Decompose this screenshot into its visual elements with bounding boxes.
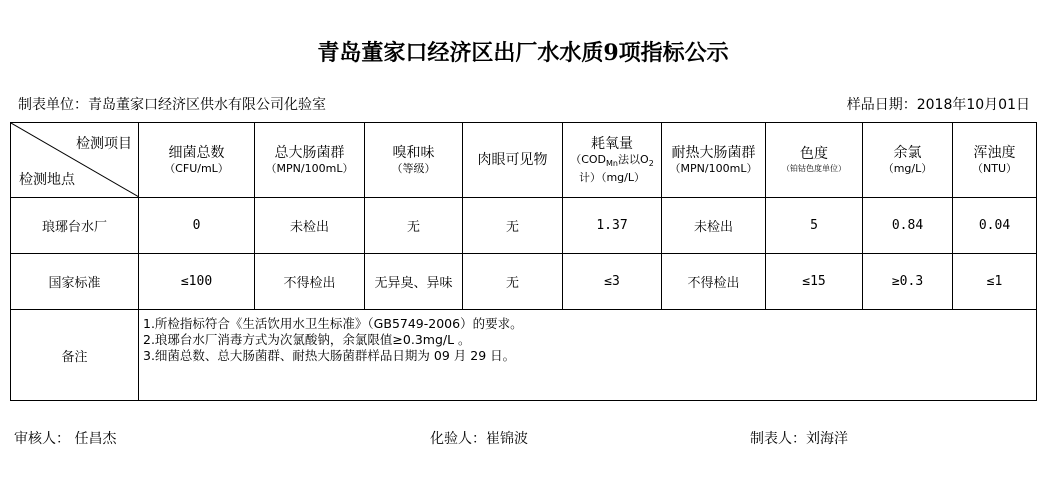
table-cell: 0	[139, 198, 255, 254]
header-unit-subscript: 2	[648, 159, 654, 169]
header-label: 浑浊度	[973, 145, 1016, 161]
header-label: 色度	[800, 146, 828, 162]
header-cell-odor	[365, 123, 463, 198]
table-cell: 不得检出	[255, 254, 365, 310]
table-row	[11, 254, 1037, 310]
table-cell: 0.84	[863, 198, 953, 254]
table-cell: 1.37	[563, 198, 662, 254]
reviewer-signature: 审核人： 任昌杰	[14, 431, 117, 447]
header-cell-visible-matter	[463, 123, 563, 198]
header-label: 余氯	[893, 145, 922, 161]
table-cell: 未检出	[662, 198, 766, 254]
header-unit: （NTU）	[972, 162, 1017, 175]
table-cell: ≤1	[953, 254, 1037, 310]
table-cell: 无	[463, 254, 563, 310]
header-row	[11, 123, 1037, 198]
header-label: 肉眼可见物	[477, 152, 548, 168]
header-unit: （CFU/mL）	[164, 162, 229, 175]
table-cell: 不得检出	[662, 254, 766, 310]
note-line: 1.所检指标符合《生活饮用水卫生标准》（GB5749-2006）的要求。	[143, 316, 523, 331]
table-cell: 无	[463, 198, 563, 254]
header-unit-part: （COD	[570, 153, 607, 167]
note-line: 2.琅琊台水厂消毒方式为次氯酸钠，余氯限值≥0.3mg/L 。	[143, 332, 471, 347]
sample-date: 样品日期：2018年10月01日	[846, 97, 1030, 113]
header-label: 嗅和味	[392, 145, 435, 161]
table-cell: 0.04	[953, 198, 1037, 254]
table-cell: 5	[766, 198, 863, 254]
header-unit	[563, 153, 661, 170]
notes-label: 备注	[11, 310, 139, 401]
notes-content	[139, 310, 1037, 401]
header-cell-turbidity	[953, 123, 1037, 198]
table-cell: 无异臭、异味	[365, 254, 463, 310]
row-label: 琅琊台水厂	[11, 198, 139, 254]
corner-top-label: 检测项目	[76, 136, 132, 152]
page-title: 青岛董家口经济区出厂水水质9项指标公示	[317, 40, 729, 66]
notes-row	[11, 310, 1037, 401]
water-quality-table	[10, 122, 1037, 401]
header-unit: （MPN/100mL）	[265, 162, 354, 175]
header-unit: （MPN/100mL）	[669, 162, 758, 175]
maker-signature: 制表人：刘海洋	[750, 431, 848, 447]
header-unit: （铂钴色度单位）	[782, 164, 846, 173]
header-label: 总大肠菌群	[274, 145, 345, 161]
header-cell-color	[766, 123, 863, 198]
header-cell-bacteria	[139, 123, 255, 198]
table-cell: ≤3	[563, 254, 662, 310]
header-corner-cell	[11, 123, 139, 198]
table-cell: ≥0.3	[863, 254, 953, 310]
header-cell-oxygen-consumption	[563, 123, 662, 198]
table-cell: 未检出	[255, 198, 365, 254]
header-cell-coliform	[255, 123, 365, 198]
header-unit-subscript: Mn	[606, 159, 619, 169]
header-unit: （mg/L）	[882, 162, 933, 175]
table-cell: ≤100	[139, 254, 255, 310]
table-cell: ≤15	[766, 254, 863, 310]
header-unit-part: 法以O	[618, 153, 649, 167]
header-label: 细菌总数	[168, 145, 225, 161]
row-label: 国家标准	[11, 254, 139, 310]
header-cell-chlorine	[863, 123, 953, 198]
tester-signature: 化验人：崔锦波	[430, 431, 528, 447]
header-unit: （等级）	[391, 162, 436, 175]
header-unit-line2: 计）（mg/L）	[578, 170, 646, 184]
table-row	[11, 198, 1037, 254]
header-label: 耗氧量	[591, 136, 633, 153]
header-label: 耐热大肠菌群	[671, 145, 756, 161]
corner-bottom-label: 检测地点	[19, 172, 75, 188]
table-cell: 无	[365, 198, 463, 254]
header-cell-thermo-coliform	[662, 123, 766, 198]
note-line: 3.细菌总数、总大肠菌群、耐热大肠菌群样品日期为 09 月 29 日。	[143, 348, 516, 363]
issuing-unit: 制表单位：青岛董家口经济区供水有限公司化验室	[18, 97, 326, 113]
